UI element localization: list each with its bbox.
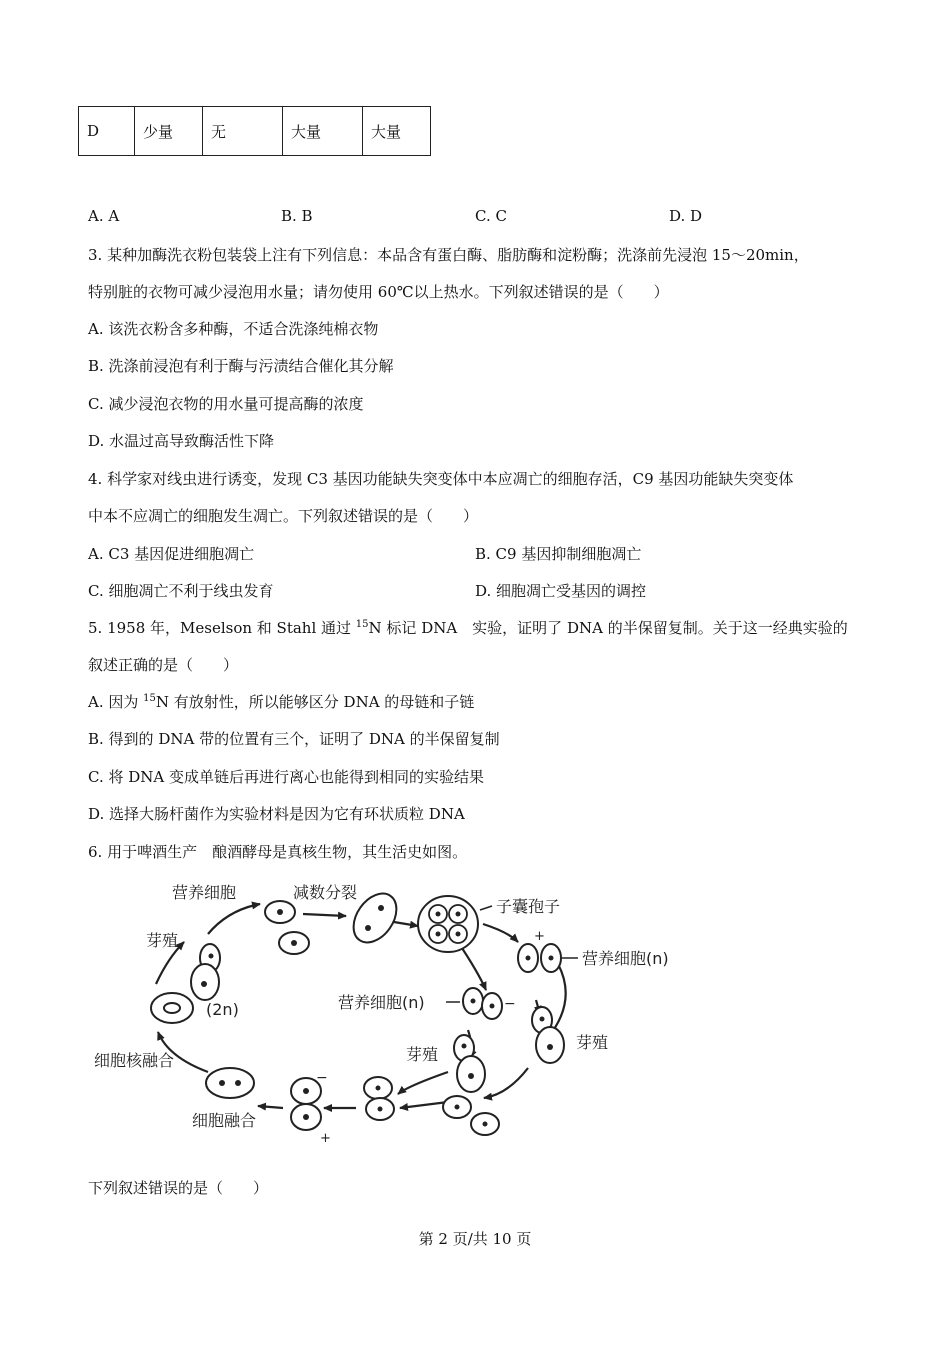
table-row	[79, 107, 431, 156]
leader	[480, 906, 492, 910]
q5-stem-line1	[88, 618, 848, 638]
nucleus	[219, 1080, 225, 1086]
q5-a-pre: A. 因为	[88, 693, 144, 711]
q3-option-a: A. 该洗衣粉含多种酶，不适合洗涤纯棉衣物	[88, 320, 379, 338]
label-meiosis: 减数分裂	[293, 883, 358, 902]
nucleus-2n	[164, 1003, 180, 1013]
arrow	[483, 924, 518, 942]
q2-option-b: B. B	[281, 207, 313, 225]
table-cell: 大量	[283, 107, 363, 156]
label-veg-cell-n-right: 营养细胞(n)	[582, 949, 669, 968]
label-diploid: (2n)	[206, 1000, 239, 1019]
label-plus: +	[320, 1131, 331, 1144]
nucleus	[376, 1086, 381, 1091]
page-footer: 第 2 页/共 10 页	[418, 1230, 532, 1248]
nucleus	[490, 1004, 495, 1009]
nucleus	[235, 1080, 241, 1086]
label-budding-right: 芽殖	[576, 1033, 609, 1052]
q4-option-d: D. 细胞凋亡受基因的调控	[475, 582, 647, 600]
table-cell: 少量	[135, 107, 203, 156]
nucleus	[291, 940, 297, 946]
cell	[206, 1068, 254, 1098]
q4-option-c: C. 细胞凋亡不利于线虫发育	[88, 582, 274, 600]
q5-stem-sup: 15	[355, 619, 369, 630]
label-plus: +	[534, 929, 545, 944]
ascus	[418, 896, 478, 952]
answer-table	[78, 106, 431, 156]
nucleus	[483, 1122, 488, 1127]
arrow	[394, 922, 418, 926]
q5-option-c: C. 将 DNA 变成单链后再进行离心也能得到相同的实验结果	[88, 768, 485, 786]
nucleus	[468, 1073, 474, 1079]
q3-option-d: D. 水温过高导致酶活性下降	[88, 432, 275, 450]
q4-stem-line1: 4. 科学家对线虫进行诱变，发现 C3 基因功能缺失突变体中本应凋亡的细胞存活，C9 基因功能缺失突变体	[88, 470, 794, 488]
label-minus: −	[316, 1070, 328, 1086]
nucleus	[365, 925, 371, 931]
label-veg-cell-n-mid: 营养细胞(n)	[338, 993, 425, 1012]
nucleus	[277, 909, 283, 915]
q4-option-b: B. C9 基因抑制细胞凋亡	[475, 545, 642, 563]
q5-a-sup: 15	[143, 693, 156, 704]
q2-option-a: A. A	[88, 207, 120, 225]
arrow	[398, 1072, 448, 1094]
q6-stem: 6. 用于啤酒生产 酿酒酵母是真核生物，其生活史如图。	[88, 843, 468, 861]
table-cell: 无	[203, 107, 283, 156]
table-cell: D	[79, 107, 135, 156]
arrow	[400, 1102, 448, 1108]
q2-option-d: D. D	[669, 207, 703, 225]
label-budding-left: 芽殖	[146, 931, 179, 950]
nucleus	[436, 932, 441, 937]
q5-option-a	[88, 692, 474, 712]
nucleus	[471, 999, 476, 1004]
nucleus	[303, 1088, 309, 1094]
label-cell-fusion: 细胞融合	[192, 1111, 257, 1130]
label-minus: −	[504, 996, 516, 1012]
q5-stem-post: N 标记 DNA 实验，证明了 DNA 的半保留复制。关于这一经典实验的	[368, 619, 848, 637]
nucleus	[209, 954, 214, 959]
label-karyogamy: 细胞核融合	[94, 1051, 175, 1070]
q5-option-b: B. 得到的 DNA 带的位置有三个，证明了 DNA 的半保留复制	[88, 730, 500, 748]
table-cell: 大量	[363, 107, 431, 156]
nucleus	[547, 1044, 553, 1050]
nucleus	[526, 956, 531, 961]
nucleus	[455, 1105, 460, 1110]
q3-stem-line1: 3. 某种加酶洗衣粉包装袋上注有下列信息：本品含有蛋白酶、脂肪酶和淀粉酶；洗涤前先浸泡 15～20min，	[88, 246, 809, 264]
label-veg-cell: 营养细胞	[172, 883, 237, 902]
q3-stem-line2: 特别脏的衣物可减少浸泡用水量；请勿使用 60℃以上热水。下列叙述错误的是（ ）	[88, 283, 669, 301]
yeast-life-cycle-diagram	[88, 872, 688, 1144]
nucleus	[378, 1107, 383, 1112]
nucleus	[303, 1114, 309, 1120]
q6-tail: 下列叙述错误的是（ ）	[88, 1179, 269, 1197]
nucleus	[378, 905, 384, 911]
nucleus	[456, 932, 461, 937]
q5-stem-pre: 5. 1958 年，Meselson 和 Stahl 通过	[88, 619, 356, 637]
q3-option-c: C. 减少浸泡衣物的用水量可提高酶的浓度	[88, 395, 364, 413]
label-budding-mid: 芽殖	[406, 1045, 439, 1064]
q2-option-c: C. C	[475, 207, 507, 225]
nucleus	[201, 981, 207, 987]
q5-option-d: D. 选择大肠杆菌作为实验材料是因为它有环状质粒 DNA	[88, 805, 465, 823]
q4-stem-line2: 中本不应凋亡的细胞发生凋亡。下列叙述错误的是（ ）	[88, 507, 479, 525]
q4-option-a: A. C3 基因促进细胞凋亡	[88, 545, 255, 563]
nucleus	[549, 956, 554, 961]
arrow	[208, 904, 260, 934]
nucleus	[540, 1017, 545, 1022]
arrow	[303, 914, 346, 916]
nucleus	[436, 912, 441, 917]
q3-option-b: B. 洗涤前浸泡有利于酶与污渍结合催化其分解	[88, 357, 394, 375]
nucleus	[462, 1044, 467, 1049]
nucleus	[456, 912, 461, 917]
label-ascospore: 子囊孢子	[496, 897, 561, 916]
q5-stem-line2: 叙述正确的是（ ）	[88, 656, 239, 674]
arrow	[484, 1068, 528, 1098]
arrow	[258, 1106, 283, 1108]
q5-a-post: N 有放射性，所以能够区分 DNA 的母链和子链	[155, 693, 475, 711]
